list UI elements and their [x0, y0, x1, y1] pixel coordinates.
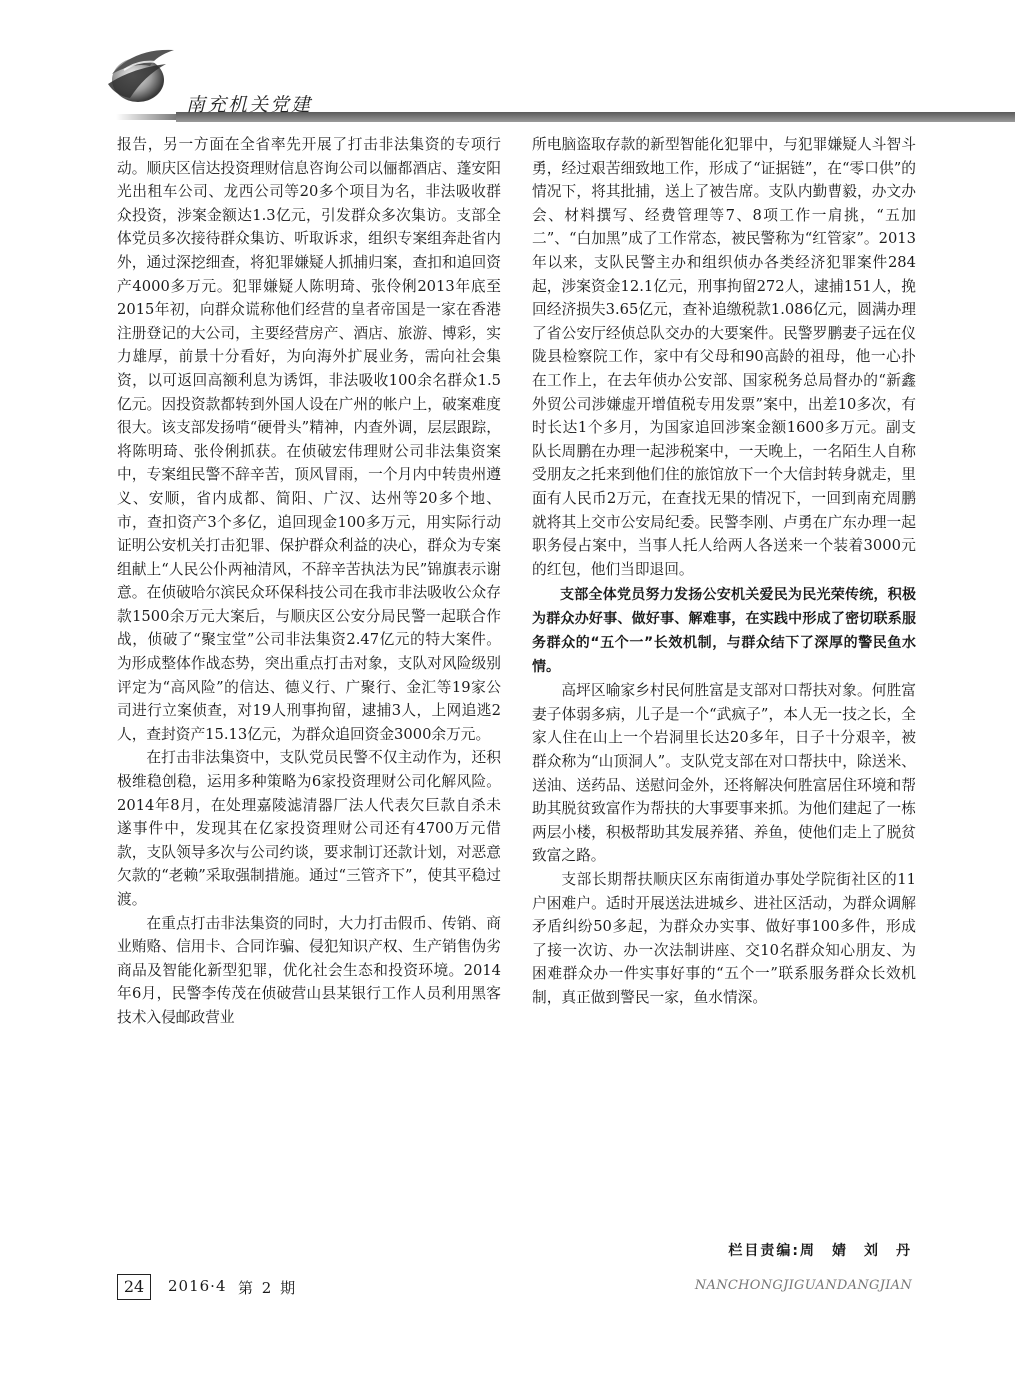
- section-heading: 支部全体党员努力发扬公安机关爱民为民光荣传统，积极为群众办好事、做好事、解难事，在实践中形成了密切联系服务群众的“五个一”长效机制，与群众结下了深厚的警民鱼水情。: [532, 587, 916, 676]
- footer-pinyin-title: NANCHONGJIGUANDANGJIAN: [694, 1278, 912, 1293]
- right-column: [532, 133, 916, 1010]
- editor-credit: 栏目责编:周 婧 刘 丹: [728, 1243, 912, 1259]
- page-footer: [0, 1270, 1015, 1310]
- paragraph: 报告，另一方面在全省率先开展了打击非法集资的专项行动。顺庆区信达投资理财信息咨询公司以俪都酒店、蓬安阳光出租车公司、龙西公司等20多个项目为名，非法吸收群众投资，涉案金额达1.3亿元，引发群众多次集访。支部全体党员多次接待群众集访、听取诉求，组织专案组奔赴省内外，通过深挖细查，将犯罪嫌疑人抓捕归案，查扣和追回资产4000多万元。犯罪嫌疑人陈明琦、张伶俐2013年底至2015年初，向群众谎称他们经营的皇者帝国是一家在香港注册登记的大公司，主要经营房产、酒店、旅游、博彩，实力雄厚，前景十分看好，为向海外扩展业务，需向社会集资，以可返回高额利息为诱饵，非法吸收100余名群众1.5亿元。因投资款都转到外国人设在广州的帐户上，破案难度很大。该支部发扬啃“硬骨头”精神，内查外调，层层跟踪，将陈明琦、张伶俐抓获。在侦破宏伟理财公司非法集资案中，专案组民警不辞辛苦，顶风冒雨，一个月内中转贵州遵义、安顺，省内成都、简阳、广汉、达州等20多个地、市，查扣资产3个多亿，追回现金100多万元，用实际行动证明公安机关打击犯罪、保护群众利益的决心，群众为专案组献上“人民公仆两袖清风，不辞辛苦执法为民”锦旗表示谢意。在侦破哈尔滨民众环保科技公司在我市非法吸收公众存款1500余万元大案后，与顺庆区公安分局民警一起联合作战，侦破了“聚宝堂”公司非法集资2.47亿元的特大案件。为形成整体作战态势，突出重点打击对象，支队对风险级别评定为“高风险”的信达、德义行、广聚行、金汇等19家公司进行立案侦查，对19人刑事拘留，逮捕3人，上网追逃2人，查封资产15.13亿元，为群众追回资金3000余万元。: [117, 136, 501, 743]
- page-number: 24: [117, 1274, 151, 1300]
- paragraph: 支部长期帮扶顺庆区东南街道办事处学院街社区的11户困难户。适时开展送法进城乡、进社区活动，为群众调解矛盾纠纷50多起，为群众办实事、做好事100多件，形成了接一次访、办一次法制讲座、交10名群众知心朋友、为困难群众办一件实事好事的“五个一”联系服务群众长效机制，真正做到警民一家，鱼水情深。: [532, 871, 916, 1006]
- paragraph: 在重点打击非法集资的同时，大力打击假币、传销、商业贿赂、信用卡、合同诈骗、侵犯知识产权、生产销售伪劣商品及智能化新型犯罪，优化社会生态和投资环境。2014年6月，民警李传茂在侦破营山县某银行工作人员利用黑客技术入侵邮政营业: [117, 914, 501, 1026]
- magazine-logo-icon: [104, 40, 186, 114]
- issue-number: 第 2 期: [238, 1279, 298, 1297]
- paragraph: 高坪区喻家乡村民何胜富是支部对口帮扶对象。何胜富妻子体弱多病，儿子是一个“武疯子”，本人无一技之长，全家人住在山上一个岩洞里长达20多年，日子十分艰辛，被群众称为“山顶洞人”。支队党支部在对口帮扶中，除送米、送油、送药品、送慰问金外，还将解决何胜富居住环境和帮助其脱贫致富作为帮扶的大事要事来抓。为他们建起了一栋两层小楼，积极帮助其发展养猪、养鱼，使他们走上了脱贫致富之路。: [532, 682, 916, 865]
- page-header: [0, 0, 1015, 130]
- magazine-name: 南充机关党建: [186, 94, 313, 116]
- left-column: [117, 133, 501, 1030]
- header-band-cap: [116, 114, 176, 120]
- paragraph: 所电脑盗取存款的新型智能化犯罪中，与犯罪嫌疑人斗智斗勇，经过艰苦细致地工作，形成了“证据链”，在“零口供”的情况下，将其批捕，送上了被告席。支队内勤曹毅，办文办会、材料撰写、经费管理等7、8项工作一肩挑，“五加二”、“白加黑”成了工作常态，被民警称为“红管家”。2013年以来，支队民警主办和组织侦办各类经济犯罪案件284起，涉案资金12.1亿元，刑事拘留272人，逮捕151人，挽回经济损失3.65亿元，查补追缴税款1.086亿元，圆满办理了省公安厅经侦总队交办的大要案件。民警罗鹏妻子远在仪陇县检察院工作，家中有父母和90高龄的祖母，他一心扑在工作上，在去年侦办公安部、国家税务总局督办的“新鑫外贸公司涉嫌虚开增值税专用发票”案中，出差10多次，有时长达1个多月，为国家追回涉案金额1600多万元。副支队长周鹏在办理一起涉税案中，一天晚上，一名陌生人自称受朋友之托来到他们住的旅馆放下一个大信封转身就走，里面有人民币2万元，在查找无果的情况下，一回到南充周鹏就将其上交市公安局纪委。民警李刚、卢勇在广东办理一起职务侵占案中，当事人托人给两人各送来一个装着3000元的红包，他们当即退回。: [532, 136, 916, 578]
- issue-date: 2016·4: [168, 1277, 227, 1295]
- paragraph: 在打击非法集资中，支队党员民警不仅主动作为，还积极维稳创稳，运用多种策略为6家投资理财公司化解风险。2014年8月，在处理嘉陵滤清器厂法人代表欠巨款自杀未遂事件中，发现其在亿家投资理财公司还有4700万元借款，支队领导多次与公司约谈，要求制订还款计划，对恶意欠款的“老赖”采取强制措施。通过“三管齐下”，使其平稳过渡。: [117, 749, 501, 908]
